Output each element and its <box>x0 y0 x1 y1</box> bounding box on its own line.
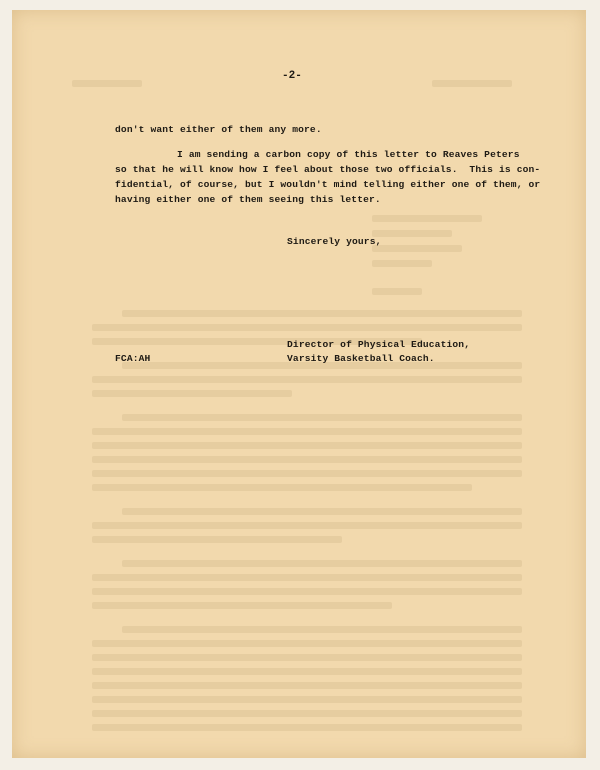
signature-title-2: Varsity Basketball Coach. <box>287 353 435 364</box>
letter-page <box>12 10 586 758</box>
paragraph-2-line-3: fidential, of course, but I wouldn't mind telling either one of them, or <box>115 179 541 190</box>
paragraph-1: don't want either of them any more. <box>115 124 322 135</box>
paragraph-2-line-1: I am sending a carbon copy of this letter to Reaves Peters <box>177 149 520 160</box>
page-number: -2- <box>282 70 302 82</box>
show-through-text <box>12 10 586 758</box>
paragraph-2-line-4: having either one of them seeing this letter. <box>115 194 381 205</box>
signature-title-1: Director of Physical Education, <box>287 339 471 350</box>
initials: FCA:AH <box>115 353 151 364</box>
paragraph-2-line-2: so that he will know how I feel about those two officials. This is con- <box>115 164 541 175</box>
closing: Sincerely yours, <box>287 236 382 247</box>
